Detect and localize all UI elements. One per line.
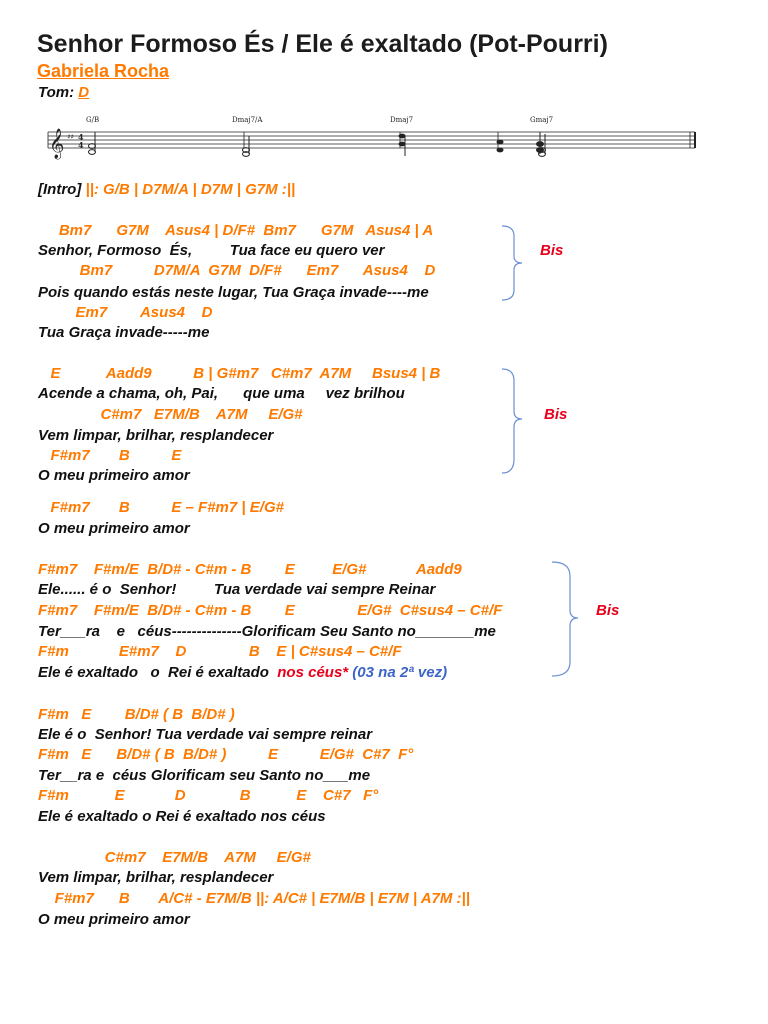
- staff-chord-4: Gmaj7: [530, 116, 554, 124]
- chord-line: F#m7 F#m/E B/D# - C#m - B E E/G# C#sus4 – C#/F: [38, 602, 503, 619]
- bis-label-2: Bis: [544, 406, 568, 423]
- artist-link[interactable]: Gabriela Rocha: [37, 61, 170, 81]
- lyric-line: O meu primeiro amor: [38, 467, 190, 484]
- chord-line: Bm7 D7M/A G7M D/F# Em7 Asus4 D: [38, 262, 436, 279]
- key-line: [38, 84, 89, 101]
- chord-line: Bm7 G7M Asus4 | D/F# Bm7 G7M Asus4 | A: [38, 222, 434, 239]
- chord-line: F#m7 B E – F#m7 | E/G#: [38, 499, 284, 516]
- lyric-line: Ele é exaltado o Rei é exaltado nos céus: [38, 808, 326, 825]
- bis-brace-1: [500, 222, 540, 304]
- svg-text:4: 4: [78, 140, 84, 150]
- key-label: Tom:: [38, 84, 75, 101]
- chord-line: C#m7 E7M/B A7M E/G#: [38, 406, 303, 423]
- chord-line: F#m7 B E: [38, 447, 182, 464]
- staff-chord-2: Dmaj7/A: [232, 116, 263, 124]
- lyric-line: Vem limpar, brilhar, resplandecer: [38, 869, 274, 886]
- chord-line: F#m7 B A/C# - E7M/B ||: A/C# | E7M/B | E7M | A7M :||: [38, 890, 470, 907]
- lyric-line: Ter__ra e céus Glorificam seu Santo no___me: [38, 767, 371, 784]
- highlight-text: nos céus*: [277, 664, 349, 681]
- song-title: Senhor Formoso És / Ele é exaltado (Pot-Pourri): [37, 30, 608, 58]
- bis-brace-2: [500, 365, 540, 477]
- chord-line: F#m E B/D# ( B B/D# ) E E/G# C#7 F°: [38, 746, 414, 763]
- lyric-text: Ele é exaltado o Rei é exaltado: [38, 664, 278, 681]
- lyric-line: Acende a chama, oh, Pai, que uma vez brilhou: [38, 385, 405, 402]
- svg-text:4: 4: [78, 132, 84, 142]
- lyric-line: Pois quando estás neste lugar, Tua Graça invade----me: [38, 284, 429, 301]
- chord-line: Em7 Asus4 D: [38, 304, 213, 321]
- chord-line: C#m7 E7M/B A7M E/G#: [38, 849, 311, 866]
- music-staff: [40, 112, 700, 162]
- svg-text:♯♯: ♯♯: [67, 133, 74, 141]
- staff-chord-1: G/B: [86, 116, 100, 124]
- chord-line: F#m E D B E C#7 F°: [38, 787, 379, 804]
- chord-line: E Aadd9 B | G#m7 C#m7 A7M Bsus4 | B: [38, 365, 441, 382]
- lyric-line: O meu primeiro amor: [38, 520, 190, 537]
- bis-label-3: Bis: [596, 602, 620, 619]
- intro-label: [Intro]: [38, 181, 82, 198]
- staff-chord-3: Dmaj7: [390, 116, 414, 124]
- treble-clef-icon: 𝄞: [49, 129, 65, 159]
- intro-chords: ||: G/B | D7M/A | D7M | G7M :||: [81, 181, 296, 198]
- lyric-line: O meu primeiro amor: [38, 911, 190, 928]
- lyric-line: Tua Graça invade-----me: [38, 324, 210, 341]
- chord-line: F#m E#m7 D B E | C#sus4 – C#/F: [38, 643, 402, 660]
- lyric-line: Senhor, Formoso És, Tua face eu quero ver: [38, 242, 385, 259]
- chord-line: F#m E B/D# ( B B/D# ): [38, 706, 235, 723]
- repeat-note: (03 na 2ª vez): [348, 664, 448, 681]
- lyric-line: Ter___ra e céus--------------Glorificam Seu Santo no_______me: [38, 623, 496, 640]
- lyric-line: Ele...... é o Senhor! Tua verdade vai sempre Reinar: [38, 581, 436, 598]
- lyric-line: Ele é o Senhor! Tua verdade vai sempre reinar: [38, 726, 373, 743]
- bis-brace-3: [550, 558, 590, 682]
- lyric-line: [38, 664, 447, 682]
- lyric-line: Vem limpar, brilhar, resplandecer: [38, 427, 274, 444]
- intro-line: [38, 181, 295, 199]
- bis-label-1: Bis: [540, 242, 564, 259]
- key-value[interactable]: D: [78, 84, 90, 101]
- chord-line: F#m7 F#m/E B/D# - C#m - B E E/G# Aadd9: [38, 561, 462, 578]
